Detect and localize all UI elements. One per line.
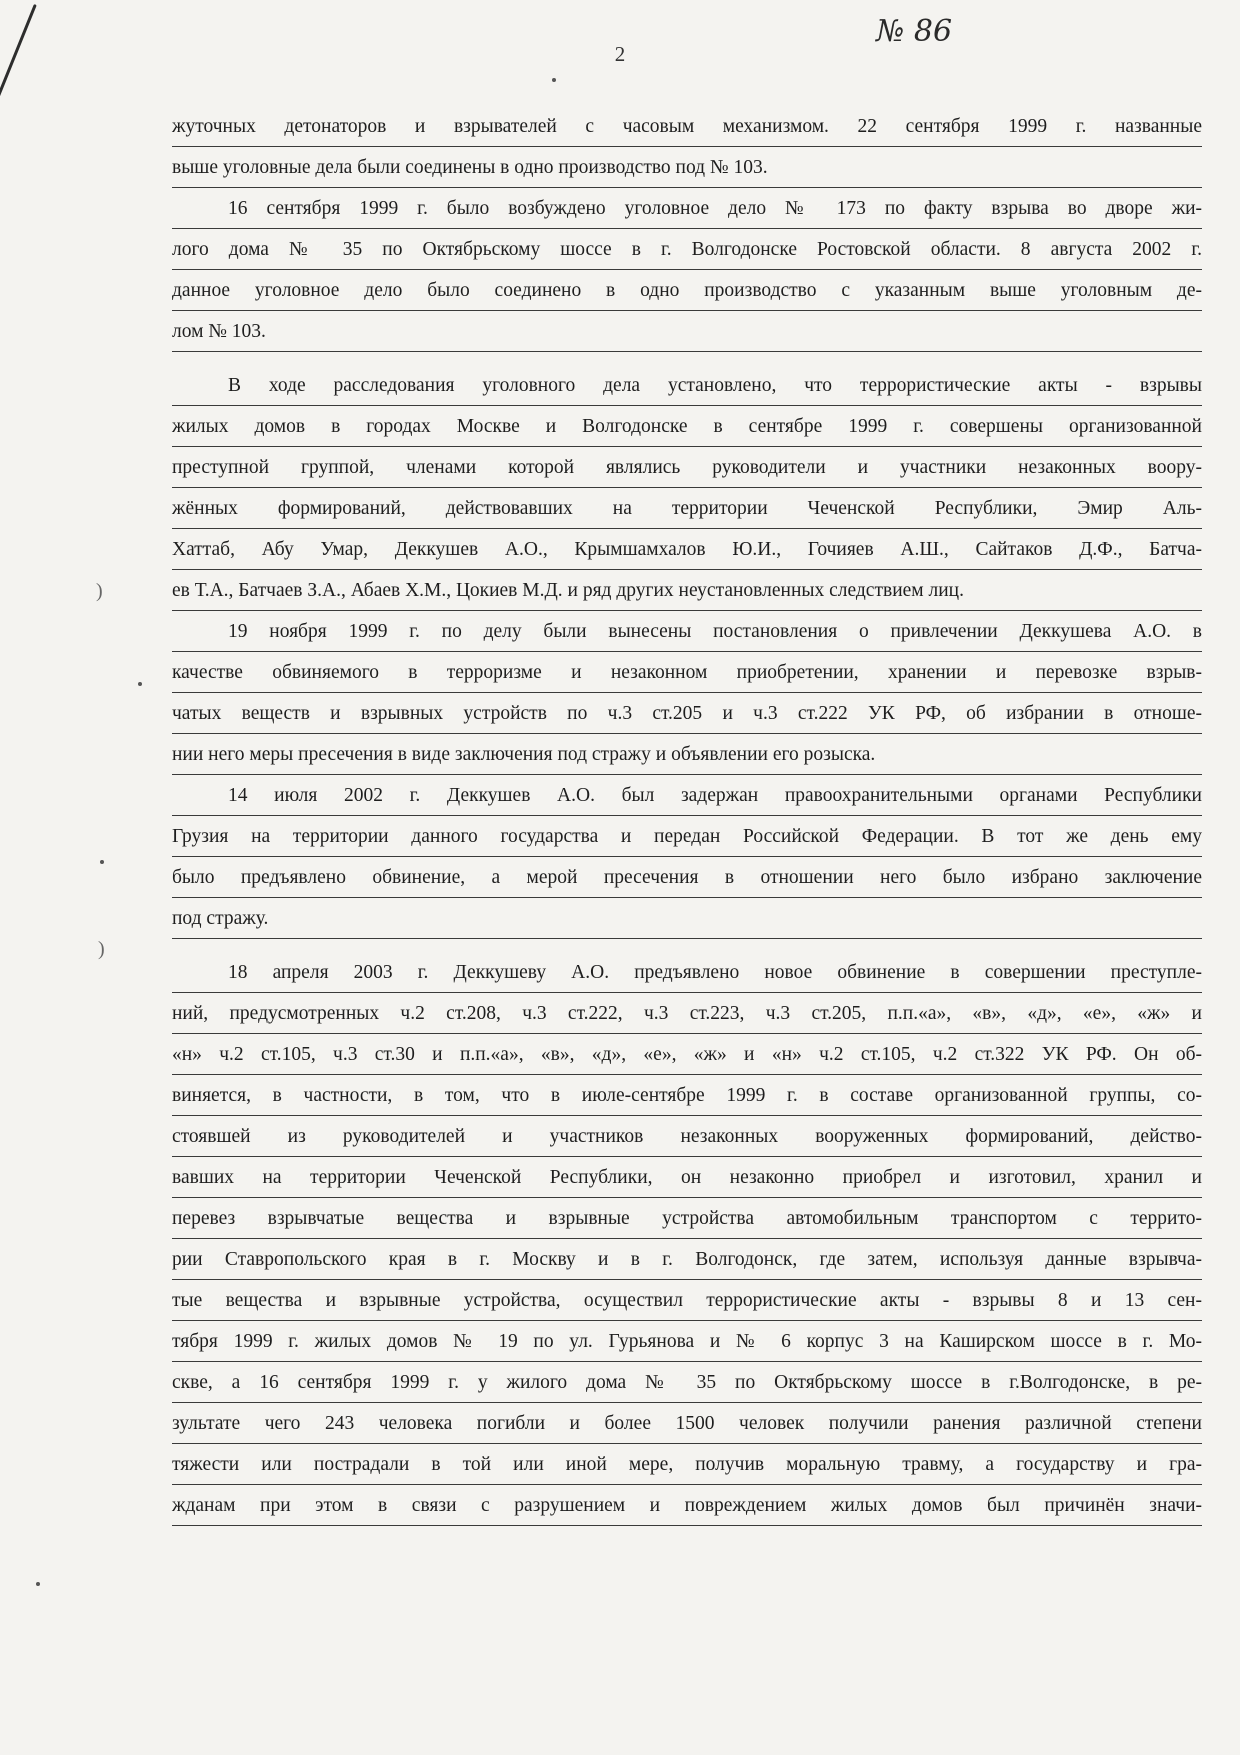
text-line: выше уголовные дела были соединены в одно производство под № 103.	[172, 147, 1202, 188]
text-line: жённых формирований, действовавших на территории Чеченской Республики, Эмир Аль-	[172, 488, 1202, 529]
text-line: жилых домов в городах Москве и Волгодонске в сентябре 1999 г. совершены организованной	[172, 406, 1202, 447]
text-line: перевез взрывчатые вещества и взрывные устройства автомобильным транспортом с террито-	[172, 1198, 1202, 1239]
handwritten-sheet-number: № 86	[876, 14, 953, 49]
text-line: под стражу.	[172, 898, 1202, 939]
text-line: вавших на территории Чеченской Республики, он незаконно приобрел и изготовил, хранил и	[172, 1157, 1202, 1198]
scan-speck	[552, 78, 556, 82]
text-line: жуточных детонаторов и взрывателей с часовым механизмом. 22 сентября 1999 г. названные	[172, 106, 1202, 147]
text-line: ев Т.А., Батчаев З.А., Абаев Х.М., Цокиев М.Д. и ряд других неустановленных следствием лиц.	[172, 570, 1202, 611]
margin-bracket-mark: )	[98, 938, 105, 960]
text-line: стоявшей из руководителей и участников незаконных вооруженных формирований, действо-	[172, 1116, 1202, 1157]
text-line: Грузия на территории данного государства и передан Российской Федерации. В тот же день ему	[172, 816, 1202, 857]
text-line: зультате чего 243 человека погибли и более 1500 человек получили ранения различной степени	[172, 1403, 1202, 1444]
scan-speck	[36, 1582, 40, 1586]
scan-speck	[138, 682, 142, 686]
scan-speck	[100, 860, 104, 864]
text-line: тые вещества и взрывные устройства, осуществил террористические акты - взрывы 8 и 13 сен-	[172, 1280, 1202, 1321]
page-number: 2	[614, 42, 626, 66]
text-line: преступной группой, членами которой являлись руководители и участники незаконных воору-	[172, 447, 1202, 488]
text-line: «н» ч.2 ст.105, ч.3 ст.30 и п.п.«а», «в», «д», «е», «ж» и «н» ч.2 ст.105, ч.2 ст.322 УК РФ. Он об-	[172, 1034, 1202, 1075]
text-line: тяжести или пострадали в той или иной мере, получив моральную травму, а государству и гра-	[172, 1444, 1202, 1485]
margin-bracket-mark: )	[96, 580, 103, 602]
text-line: Хаттаб, Абу Умар, Деккушев А.О., Крымшамхалов Ю.И., Гочияев А.Ш., Сайтаков Д.Ф., Батча-	[172, 529, 1202, 570]
margin-pen-stroke	[0, 4, 37, 144]
text-line: виняется, в частности, в том, что в июле-сентябре 1999 г. в составе организованной группы, со-	[172, 1075, 1202, 1116]
text-line: тября 1999 г. жилых домов № 19 по ул. Гурьянова и № 6 корпус 3 на Каширском шоссе в г. Мо-	[172, 1321, 1202, 1362]
text-line: скве, а 16 сентября 1999 г. у жилого дома № 35 по Октябрьскому шоссе в г.Волгодонске, в ре-	[172, 1362, 1202, 1403]
text-line: жданам при этом в связи с разрушением и повреждением жилых домов был причинён значи-	[172, 1485, 1202, 1526]
text-line: лого дома № 35 по Октябрьскому шоссе в г. Волгодонске Ростовской области. 8 августа 2002 г.	[172, 229, 1202, 270]
text-line: лом № 103.	[172, 311, 1202, 352]
text-line: чатых веществ и взрывных устройств по ч.3 ст.205 и ч.3 ст.222 УК РФ, об избрании в отноше-	[172, 693, 1202, 734]
text-line: 19 ноября 1999 г. по делу были вынесены постановления о привлечении Деккушева А.О. в	[172, 611, 1202, 652]
text-line: 14 июля 2002 г. Деккушев А.О. был задержан правоохранительными органами Республики	[172, 775, 1202, 816]
text-line: было предъявлено обвинение, а мерой пресечения в отношении него было избрано заключение	[172, 857, 1202, 898]
text-line: данное уголовное дело было соединено в одно производство с указанным выше уголовным де-	[172, 270, 1202, 311]
document-body	[172, 106, 1202, 1526]
text-line: качестве обвиняемого в терроризме и незаконном приобретении, хранении и перевозке взрыв-	[172, 652, 1202, 693]
text-line: В ходе расследования уголовного дела установлено, что террористические акты - взрывы	[172, 365, 1202, 406]
text-line: рии Ставропольского края в г. Москву и в г. Волгодонск, где затем, используя данные взрывча-	[172, 1239, 1202, 1280]
text-line: ний, предусмотренных ч.2 ст.208, ч.3 ст.222, ч.3 ст.223, ч.3 ст.205, п.п.«а», «в», «д», «е», «ж» и	[172, 993, 1202, 1034]
text-line: 16 сентября 1999 г. было возбуждено уголовное дело № 173 по факту взрыва во дворе жи-	[172, 188, 1202, 229]
text-line: нии него меры пресечения в виде заключения под стражу и объявлении его розыска.	[172, 734, 1202, 775]
text-line: 18 апреля 2003 г. Деккушеву А.О. предъявлено новое обвинение в совершении преступле-	[172, 952, 1202, 993]
